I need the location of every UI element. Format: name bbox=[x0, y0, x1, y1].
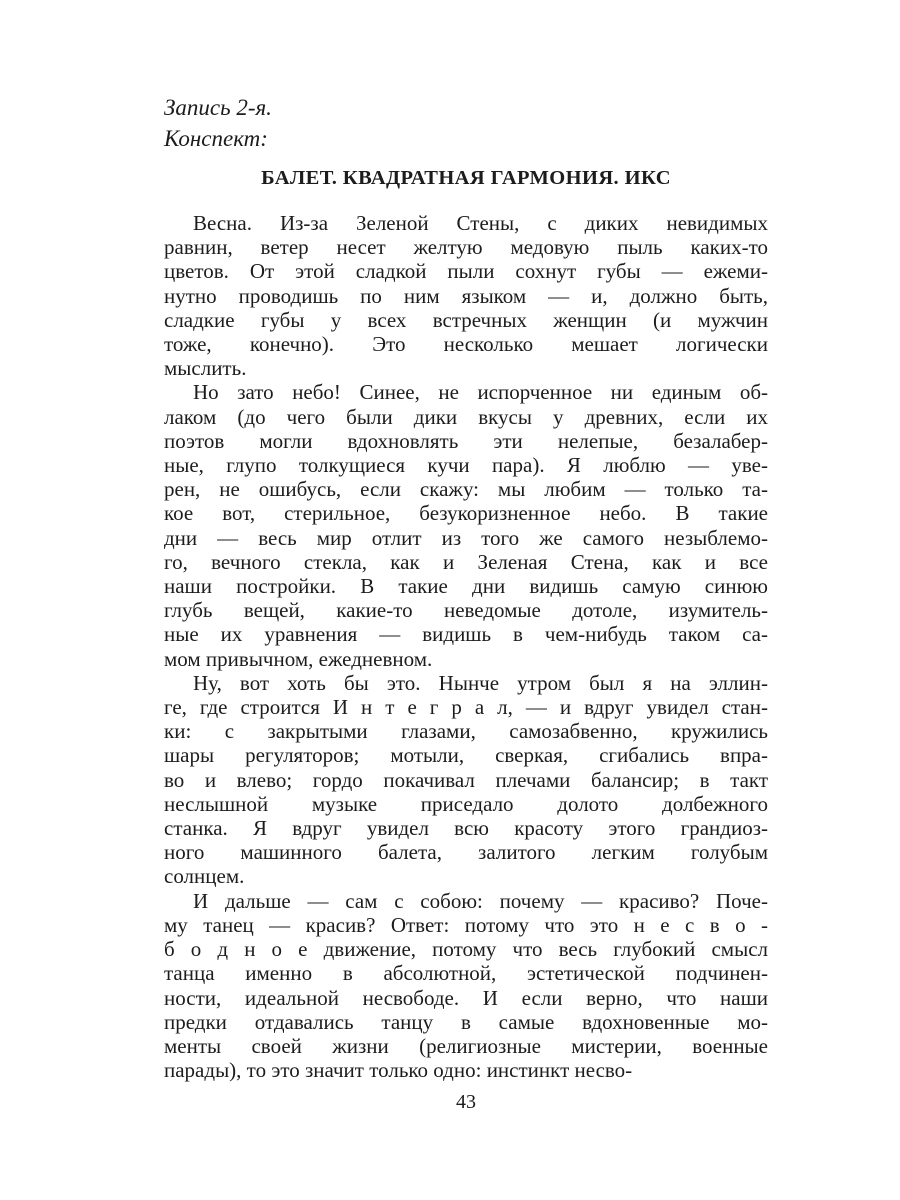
text-line: б о д н о е движение, потому что весь глубокий смысл bbox=[164, 937, 768, 962]
text-line: сладкие губы у всех встречных женщин (и мужчин bbox=[164, 307, 768, 332]
text-line: ные их уравнения — видишь в чем-нибудь таком са- bbox=[164, 622, 768, 647]
text-line: Весна. Из-за Зеленой Стены, с диких невидимых bbox=[193, 211, 768, 235]
text-line: му танец — красив? Ответ: потому что это н е с в о - bbox=[164, 912, 768, 937]
text-line: мом привычном, ежедневном. bbox=[164, 646, 433, 671]
text-line: лаком (до чего были дики вкусы у древних, если их bbox=[164, 404, 768, 429]
text-line: Ну, вот хоть бы это. Нынче утром был я на эллин- bbox=[193, 670, 768, 695]
text-line: неслышной музыке приседало долото долбежного bbox=[164, 791, 768, 816]
text-line: поэтов могли вдохновлять эти нелепые, безалабер- bbox=[164, 428, 768, 453]
text-line: дни — весь мир отлит из того же самого незыблемо- bbox=[164, 525, 768, 550]
text-line: кое вот, стерильное, безукоризненное небо. В такие bbox=[164, 501, 768, 526]
text-line: во и влево; гордо покачивал плечами балансир; в такт bbox=[164, 767, 768, 792]
text-line: нутно проводишь по ним языком — и, должно быть, bbox=[164, 283, 768, 308]
text-line: наши постройки. В такие дни видишь самую синюю bbox=[164, 574, 768, 599]
text-line: И дальше — сам с собою: почему — красиво? Поче- bbox=[193, 888, 768, 913]
chapter-title: БАЛЕТ. КВАДРАТНАЯ ГАРМОНИЯ. ИКС bbox=[261, 167, 671, 189]
text-line: станка. Я вдруг увидел всю красоту этого грандиоз- bbox=[164, 816, 768, 841]
text-line: ге, где строится И н т е г р а л, — и вдруг увидел стан- bbox=[164, 695, 768, 720]
text-line: менты своей жизни (религиозные мистерии, военные bbox=[164, 1033, 768, 1058]
page-number: 43 bbox=[456, 1091, 476, 1113]
text-line: танца именно в абсолютной, эстетической подчинен- bbox=[164, 961, 768, 986]
record-label: Запись 2-я. bbox=[164, 95, 272, 120]
paragraph bbox=[164, 671, 768, 889]
record-sublabel: Конспект: bbox=[164, 126, 268, 151]
text-line: ки: с закрытыми глазами, самозабвенно, кружились bbox=[164, 719, 768, 744]
text-line: тоже, конечно). Это несколько мешает логически bbox=[164, 332, 768, 357]
paragraph bbox=[164, 889, 768, 1083]
paragraph bbox=[164, 211, 768, 380]
text-line: рен, не ошибусь, если скажу: мы любим — только та- bbox=[164, 477, 768, 502]
text-line: предки отдавались танцу в самые вдохновенные мо- bbox=[164, 1009, 768, 1034]
text-line: парады), то это значит только одно: инстинкт несво- bbox=[164, 1058, 633, 1083]
text-line: Но зато небо! Синее, не испорченное ни единым об- bbox=[193, 380, 768, 405]
text-line: го, вечного стекла, как и Зеленая Стена, как и все bbox=[164, 549, 768, 574]
text-line: цветов. От этой сладкой пыли сохнут губы — ежеми- bbox=[164, 259, 768, 284]
paragraph bbox=[164, 380, 768, 670]
text-line: ные, глупо толкущиеся кучи пара). Я люблю — уве- bbox=[164, 453, 768, 478]
record-heading bbox=[164, 92, 768, 154]
text-line: равнин, ветер несет желтую медовую пыль каких-то bbox=[164, 235, 768, 260]
text-line: солнцем. bbox=[164, 864, 245, 889]
text-line: ности, идеальной несвободе. И если верно, что наши bbox=[164, 985, 768, 1010]
text-line: ного машинного балета, залитого легким голубым bbox=[164, 840, 768, 865]
text-line: шары регуляторов; мотыли, сверкая, сгибались впра- bbox=[164, 743, 768, 768]
body-text bbox=[164, 211, 768, 1082]
text-line: глубь вещей, какие-то неведомые дотоле, изумитель- bbox=[164, 598, 768, 623]
text-line: мыслить. bbox=[164, 356, 247, 381]
